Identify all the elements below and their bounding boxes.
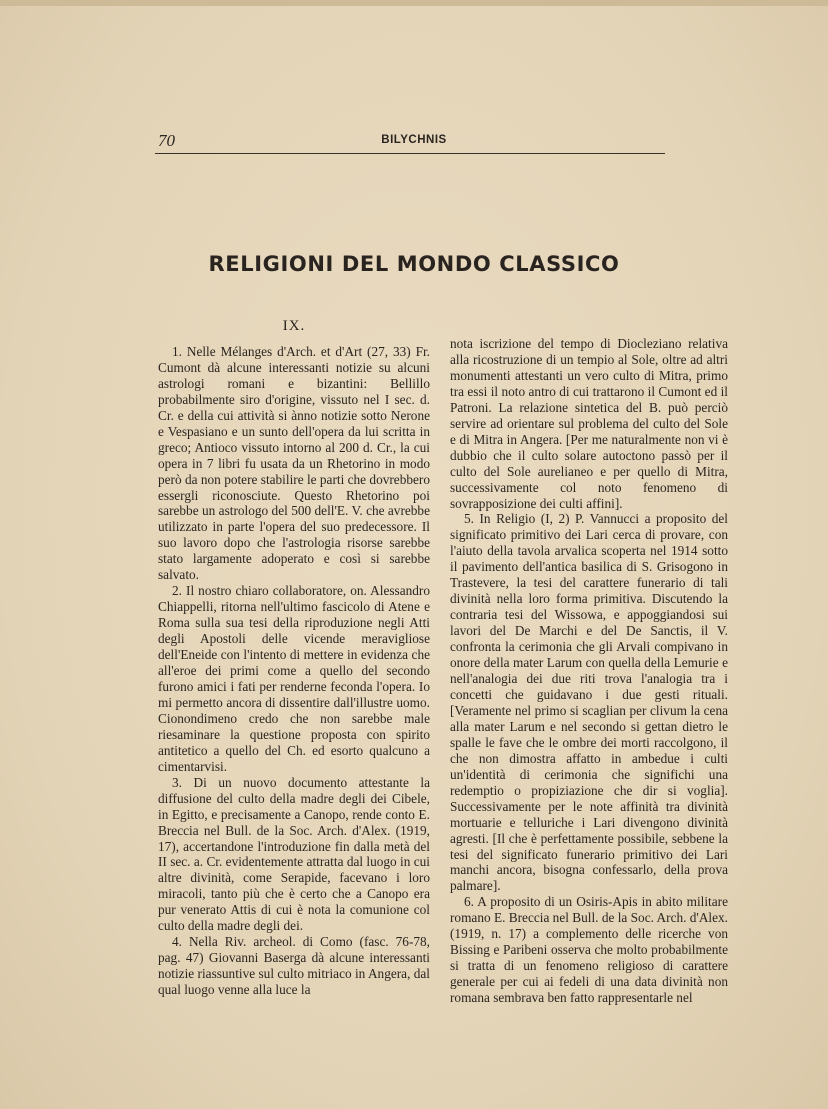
header-rule [155, 153, 665, 154]
right-column [450, 336, 728, 1006]
paragraph-2: 2. Il nostro chiaro collaboratore, on. Alessandro Chiappelli, ritorna nell'ultimo fascicolo di Atene e Roma sulla sua tesi della riproduzione negli Atti degli Apostoli delle vicende meravigliose dell'Eneide con l'intento di mettere in evidenza che all'eroe dei primi come a quello del secondo furono amici i fati per renderne feconda l'opera. Io mi permetto ancora di dissentire dall'illustre uomo. Cionondimeno credo che non sarebbe male riesaminare la questione proposta con spirito antitetico a quello del Ch. ed esorto qualcuno a cimentarvisi. [158, 583, 430, 774]
left-column [158, 318, 430, 998]
article-title: RELIGIONI DEL MONDO CLASSICO [208, 252, 620, 276]
running-header: BILYCHNIS [381, 134, 447, 146]
page-edge [0, 0, 828, 6]
page-number: 70 [158, 131, 175, 150]
paragraph-5: 5. In Religio (I, 2) P. Vannucci a proposito del significato primitivo dei Lari cerca di provare, con l'aiuto della tavola arvalica scoperta nel 1914 sotto il pavimento dell'antica basilica di S. Grisogono in Trastevere, la tesi del carattere funerario di tali divinità nella loro forma primitiva. Discutendo la contraria tesi del Wissowa, e appoggiandosi sui lavori del De Marchi e del De Sanctis, il V. confronta la cerimonia che gli Arvali compivano in onore della mater Larum con quella della Lemurie e nell'analogia dei due riti trova l'analogia tra i concetti che guidavano i due gesti rituali. [Veramente nel primo si scaglian per clivum la cena alla mater Larum e nel secondo si gettan dietro le spalle le fave che le ombre dei morti raccolgono, il che non dimostra affatto in ambedue i culti un'identità di cerimonia che significhi una redemptio o propiziazione che dir si voglia]. Successivamente per le note affinità tra divinità mortuarie e telluriche i Lari divengono divinità agresti. [Il che è perfettamente possibile, sebbene la tesi del significato funerario primitivo dei Lari manchi ancora, bisogna confessarlo, della prova palmare]. [450, 511, 728, 894]
paragraph-1: 1. Nelle Mélanges d'Arch. et d'Art (27, 33) Fr. Cumont dà alcune interessanti notizie su alcuni astrologi romani e bizantini: Bellillo probabilmente siro d'origine, vissuto nel I sec. d. Cr. e della cui attività si ànno notizie sotto Nerone e Vespasiano e un sunto dell'opera da lui scritta in greco; Antioco vissuto intorno al 200 d. Cr., la cui opera in 7 libri fu usata da un Rhetorino in modo però da non potere stabilire le parti che dovrebbero essergli riconosciute. Questo Rhetorino poi sarebbe un astrologo del 500 dell'E. V. che avrebbe utilizzato in parte l'opera del suo predecessore. Il suo lavoro dopo che l'astrologia risorse sarebbe stato largamente adoperato e così si sarebbe salvato. [158, 343, 430, 583]
paragraph-4-continued: nota iscrizione del tempo di Diocleziano relativa alla ricostruzione di un tempio al Sole, oltre ad altri monumenti attestanti un vero culto di Mitra, primo tra essi il noto antro di cui trattarono il Cumont ed il Patroni. La relazione sintetica del B. può perciò servire ad orientare sul problema del culto del Sole e di Mitra in Angera. [Per me naturalmente non vi è dubbio che il culto solare autoctono passò per il culto del Sole aurelianeo e per quello di Mitra, successivamente col noto fenomeno di sovrapposizione dei culti affini]. [450, 336, 728, 511]
paragraph-3: 3. Di un nuovo documento attestante la diffusione del culto della madre degli dei Cibele, in Egitto, e precisamente a Canopo, rende conto E. Breccia nel Bull. de la Soc. Arch. d'Alex. (1919, 17), accertandone l'introduzione fin dalla metà del II sec. a. Cr. evidentemente attratta dal luogo in cui altre divinità, come Serapide, facevano i loro miracoli, tanto più che è certo che a Canopo era pur venerato Attis di cui è nota la comunione col culto della madre degli dei. [158, 774, 430, 934]
section-number: IX. [282, 318, 306, 334]
paragraph-6: 6. A proposito di un Osiris-Apis in abito militare romano E. Breccia nel Bull. de la Soc. Arch. d'Alex. (1919, n. 17) a complemento delle ricerche von Bissing e Paribeni osserva che molto probabilmente si tratta di un fenomeno religioso di carattere generale per cui ai fedeli di una data divinità non romana sembrava ben fatto rappresentarle nel [450, 894, 728, 1006]
paragraph-4: 4. Nella Riv. archeol. di Como (fasc. 76-78, pag. 47) Giovanni Baserga dà alcune interessanti notizie riassuntive sul culto mitriaco in Angera, dal qual luogo venne alla luce la [158, 934, 430, 998]
